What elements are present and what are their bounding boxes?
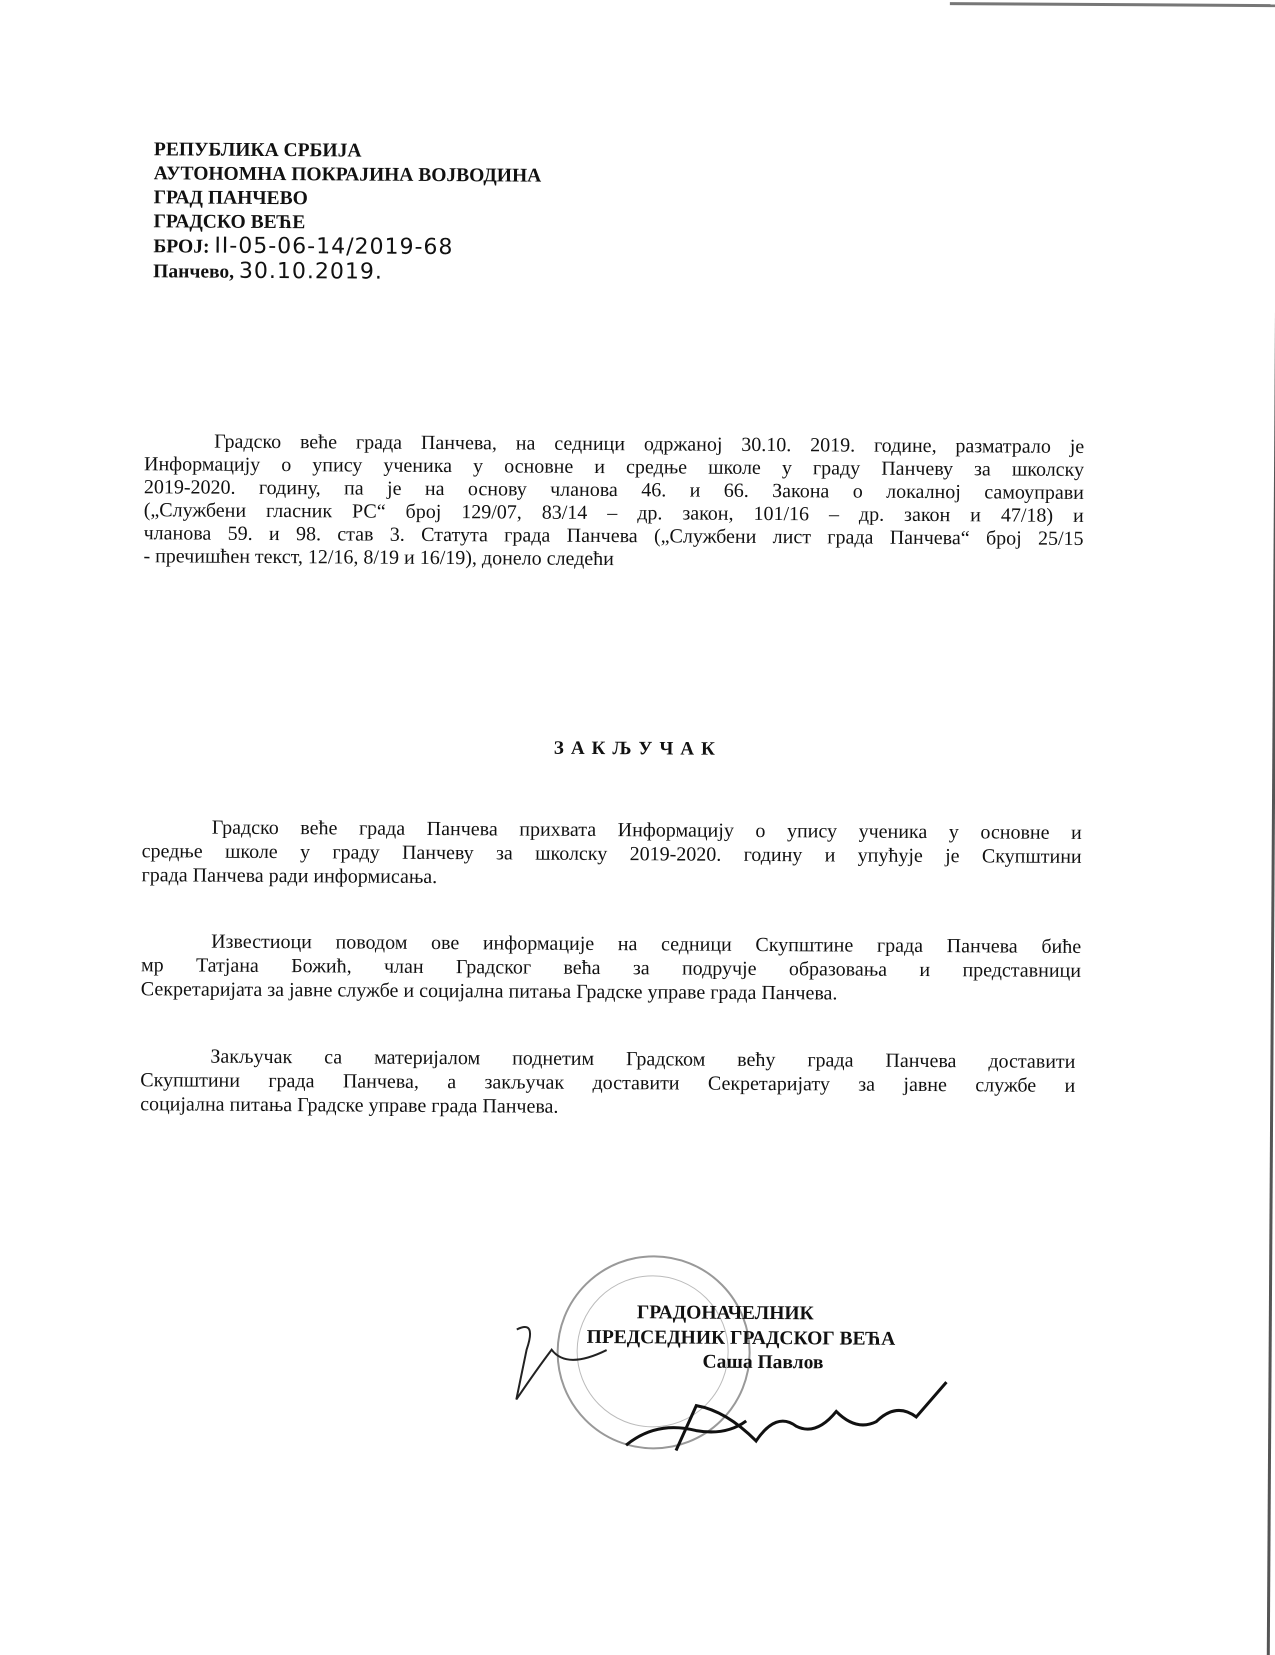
text-line: 2019-2020. годину, па је на основу чланова 46. и 66. Закона о локалној самоуправи [143, 476, 1084, 504]
text-line: („Службени гласник РС“ број 129/07, 83/14 – др. закон, 101/16 – др. закон и 47/18) и [143, 499, 1084, 527]
header-line: ГРАДСКО ВЕЋЕ [153, 211, 306, 234]
handwritten-signature [496, 1309, 1097, 1463]
document-date [153, 259, 541, 286]
body-paragraph-2 [141, 929, 1081, 1007]
number-value-handwritten: II-05-06-14/2019-68 [214, 233, 454, 261]
number-label: БРОЈ: [153, 236, 210, 258]
header-line: АУТОНОМНА ПОКРАЈИНА ВОЈВОДИНА [153, 163, 542, 187]
text-line: социјална питања Градске управе града Панчева. [140, 1093, 559, 1118]
place-label: Панчево, [153, 261, 235, 283]
date-handwritten: 30.10.2019. [238, 258, 383, 285]
header-line: ГРАД ПАНЧЕВО [153, 187, 308, 210]
scan-edge [1267, 4, 1275, 1655]
signature-title-1: ГРАДОНАЧЕЛНИК [636, 1302, 814, 1325]
document-number [153, 234, 541, 261]
body-paragraph-3 [140, 1044, 1075, 1122]
text-line: Известиоци поводом ове информације на седници Скупштине града Панчева биће [211, 930, 1082, 958]
text-line: града Панчева ради информисања. [141, 864, 438, 889]
text-line: средње школе у граду Панчеву за школску 2019-2020. годину и упућује је Скупштини [141, 840, 1082, 868]
signatory-name: Саша Павлов [702, 1351, 824, 1374]
text-line: Информацију о упису ученика у основне и средње школе у граду Панчеву за школску [143, 453, 1085, 481]
text-line: Закључак са материјалом поднетим Градском већу града Панчева доставити [210, 1045, 1076, 1073]
document-title: ЗАКЉУЧАК [553, 737, 722, 760]
text-line: Секретаријата за јавне службе и социјална питања Градске управе града Панчева. [140, 978, 838, 1005]
text-line: Градско веће града Панчева прихвата Информацију о упису ученика у основне и [211, 816, 1082, 844]
text-line: - пречишћен текст, 12/16, 8/19 и 16/19), донело следећи [143, 545, 614, 571]
text-line: мр Татјана Божић, члан Градског већа за подручје образовања и представници [140, 954, 1082, 982]
text-line: Скупштини града Панчева, а закључак доставити Секретаријату за јавне службе и [140, 1069, 1076, 1097]
document-header [153, 138, 541, 286]
body-paragraph-1 [141, 815, 1081, 893]
signature-title-2: ПРЕДСЕДНИК ГРАДСКОГ ВЕЋА [586, 1326, 896, 1350]
scan-edge-top [950, 2, 1275, 7]
text-line: Градско веће града Панчева, на седници одржаној 30.10. 2019. године, разматрало је [214, 430, 1085, 458]
header-line: РЕПУБЛИКА СРБИЈА [153, 139, 362, 162]
intro-paragraph [143, 430, 1084, 574]
text-line: чланова 59. и 98. став 3. Статута града Панчева („Службени лист града Панчева“ број 25/15 [143, 522, 1084, 550]
